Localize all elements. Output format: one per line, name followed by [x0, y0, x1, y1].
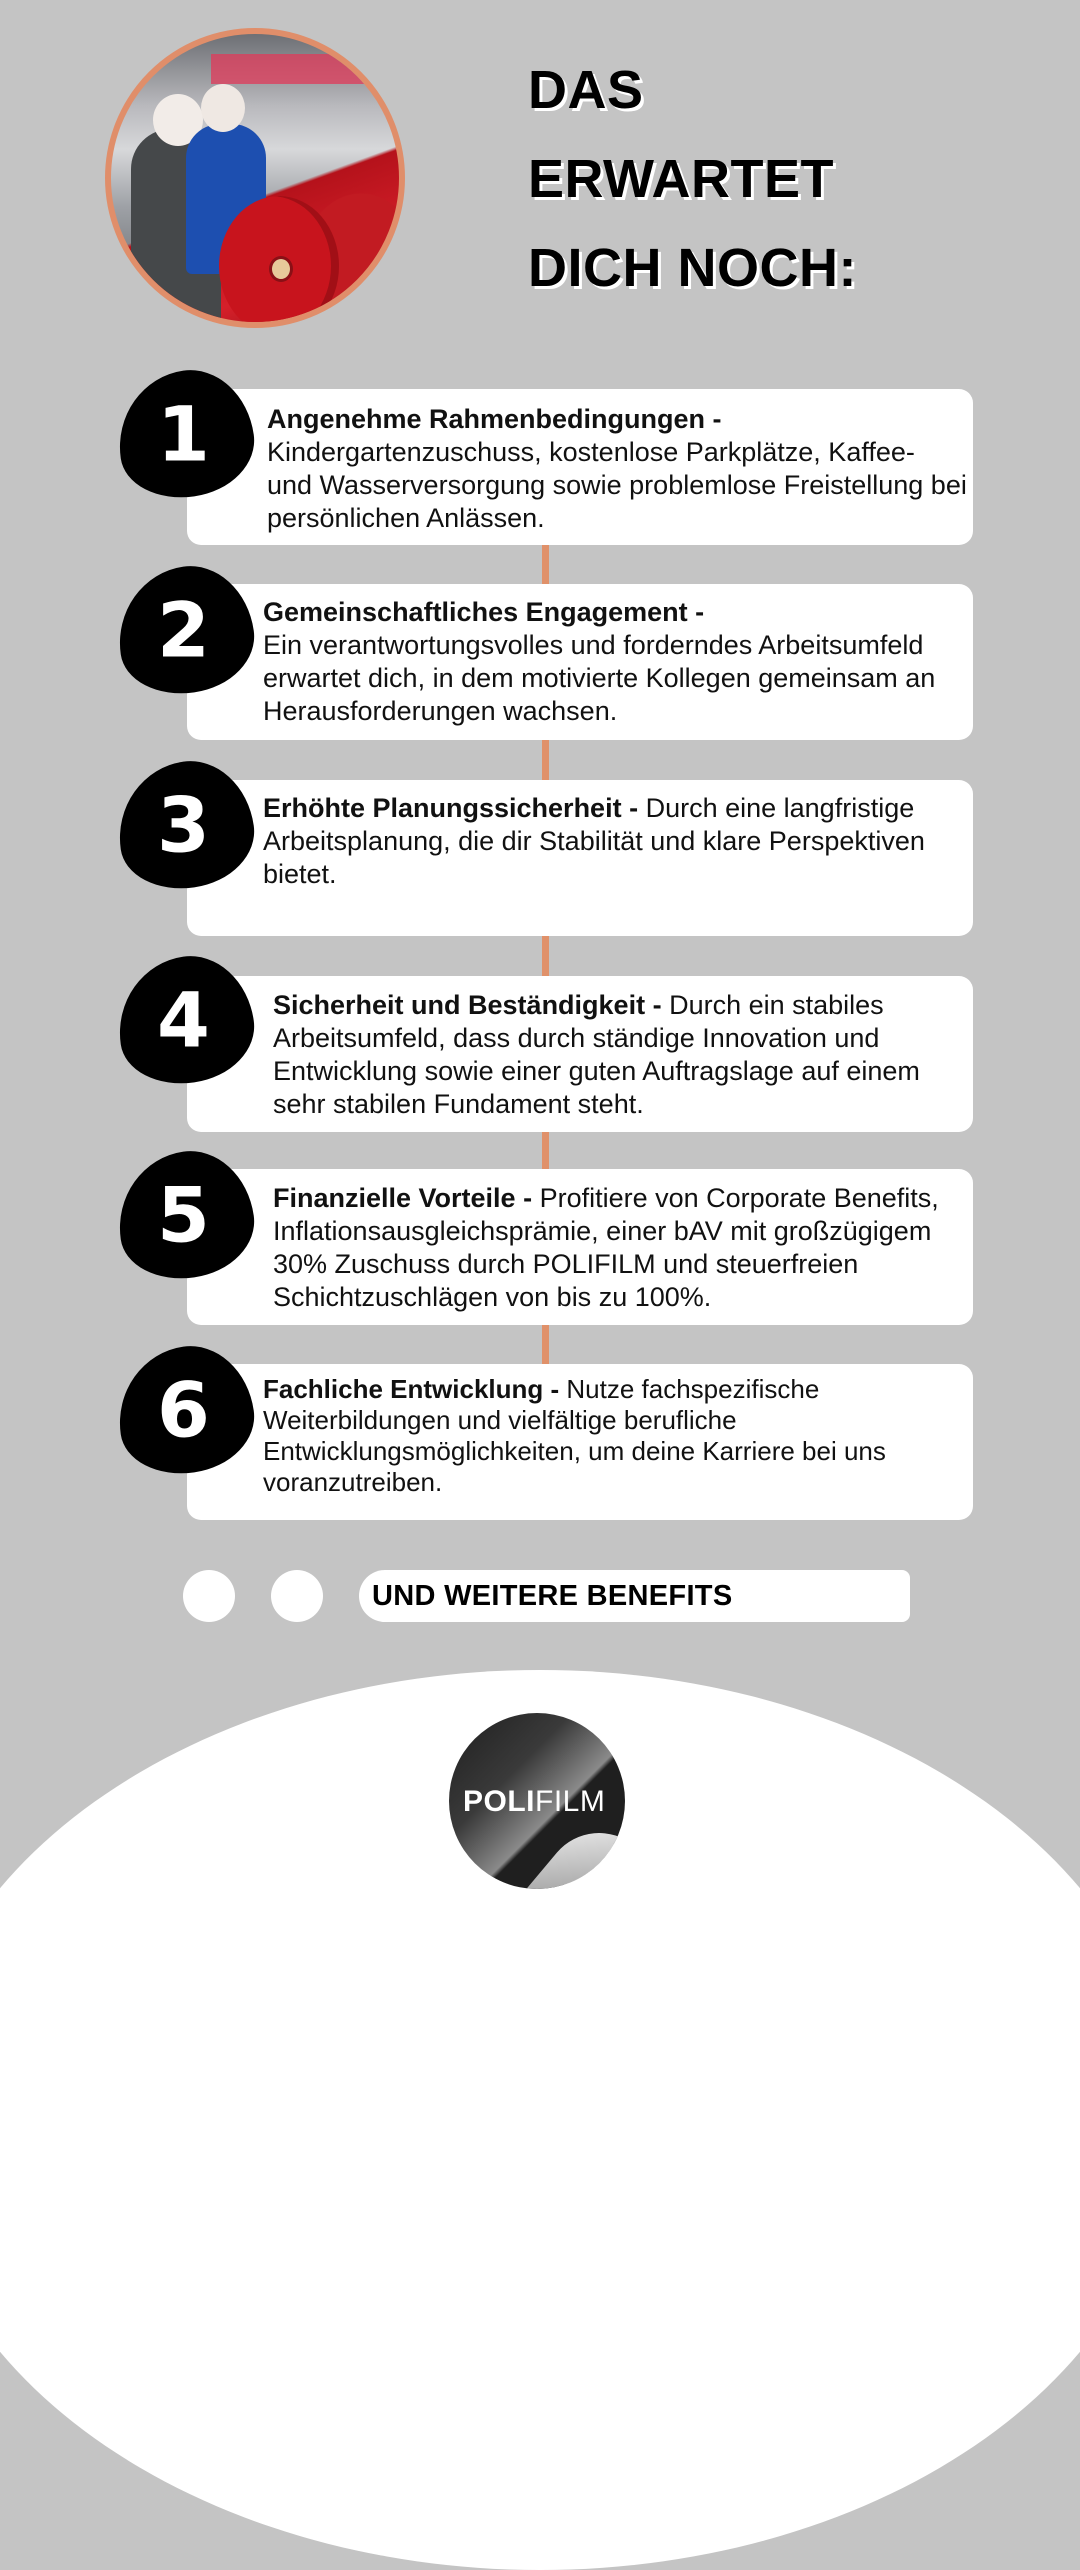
logo-wordmark [463, 1785, 605, 1819]
title-line-3: DICH NOCH: [528, 238, 857, 298]
benefit-description: Durch ein stabiles Arbeitsumfeld, dass durch ständige Innovation und Entwicklung sowie einer guten Auftragslage auf einem sehr stabilen Fundament steht. [273, 990, 920, 1119]
benefit-title: Angenehme Rahmenbedingungen - [267, 404, 722, 434]
benefit-number: 3 [157, 780, 210, 870]
more-benefits-banner [359, 1570, 910, 1622]
logo-bold: POLI [463, 1785, 536, 1818]
decorative-dot-2 [271, 1570, 323, 1622]
benefit-description: Kindergartenzuschuss, kostenlose Parkplätze, Kaffee- und Wasserversorgung sowie problemlose Freistellung bei persönlichen Anlässen. [267, 437, 967, 533]
benefit-text [273, 1182, 963, 1314]
film-roll-core [269, 256, 293, 282]
polifilm-logo [449, 1713, 625, 1889]
timeline-connector [542, 1132, 549, 1169]
benefit-description: Ein verantwortungsvolles und forderndes Arbeitsumfeld erwartet dich, in dem motivierte Kollegen gemeinsam an Herausforderungen wachsen. [263, 630, 936, 726]
benefit-number: 5 [157, 1170, 210, 1260]
benefit-title: Sicherheit und Beständigkeit - [273, 990, 662, 1020]
benefit-text [263, 792, 973, 891]
benefit-number: 1 [157, 389, 210, 479]
logo-light: FILM [535, 1785, 606, 1818]
benefit-title: Erhöhte Planungssicherheit - [263, 793, 639, 823]
benefit-number: 2 [157, 585, 210, 675]
benefit-number: 4 [157, 975, 210, 1065]
benefit-description: Durch eine langfristige Arbeitsplanung, die dir Stabilität und klare Perspektiven bietet. [263, 793, 925, 889]
benefit-card-3 [187, 780, 973, 936]
timeline-connector [542, 545, 549, 585]
benefit-title: Gemeinschaftliches Engagement - [263, 597, 705, 627]
title-line-1: DAS [528, 60, 644, 120]
page-title [528, 46, 857, 313]
timeline-connector [542, 1325, 549, 1364]
benefit-text [263, 1374, 963, 1498]
benefit-description: Nutze fachspezifische Weiterbildungen und vielfältige berufliche Entwicklungsmöglichkeiten, um deine Karriere bei uns voranzutreiben. [263, 1374, 886, 1497]
benefit-card-6 [187, 1364, 973, 1520]
timeline-connector [542, 936, 549, 976]
team-photo [105, 28, 405, 328]
benefit-number: 6 [157, 1365, 210, 1455]
supervisor-head [201, 84, 245, 132]
benefit-text [273, 989, 963, 1121]
benefit-card-5 [187, 1169, 973, 1325]
benefit-card-4 [187, 976, 973, 1132]
benefit-text [267, 403, 967, 535]
benefit-card-1 [187, 389, 973, 545]
decorative-dot-1 [183, 1570, 235, 1622]
benefit-title: Fachliche Entwicklung - [263, 1374, 560, 1404]
machine-detail [211, 54, 391, 84]
timeline-connector [542, 740, 549, 780]
benefit-text [263, 596, 973, 728]
benefit-card-2 [187, 584, 973, 740]
sticker-curl-icon [522, 1811, 625, 1889]
benefit-description: Profitiere von Corporate Benefits, Inflationsausgleichsprämie, einer bAV mit großzügigem 30% Zuschuss durch POLIFILM und steuerfreien Schichtzuschlägen von bis zu 100%. [273, 1183, 939, 1312]
benefit-title: Finanzielle Vorteile - [273, 1183, 533, 1213]
more-benefits-label: UND WEITERE BENEFITS [372, 1579, 733, 1612]
title-line-2: ERWARTET [528, 149, 835, 209]
